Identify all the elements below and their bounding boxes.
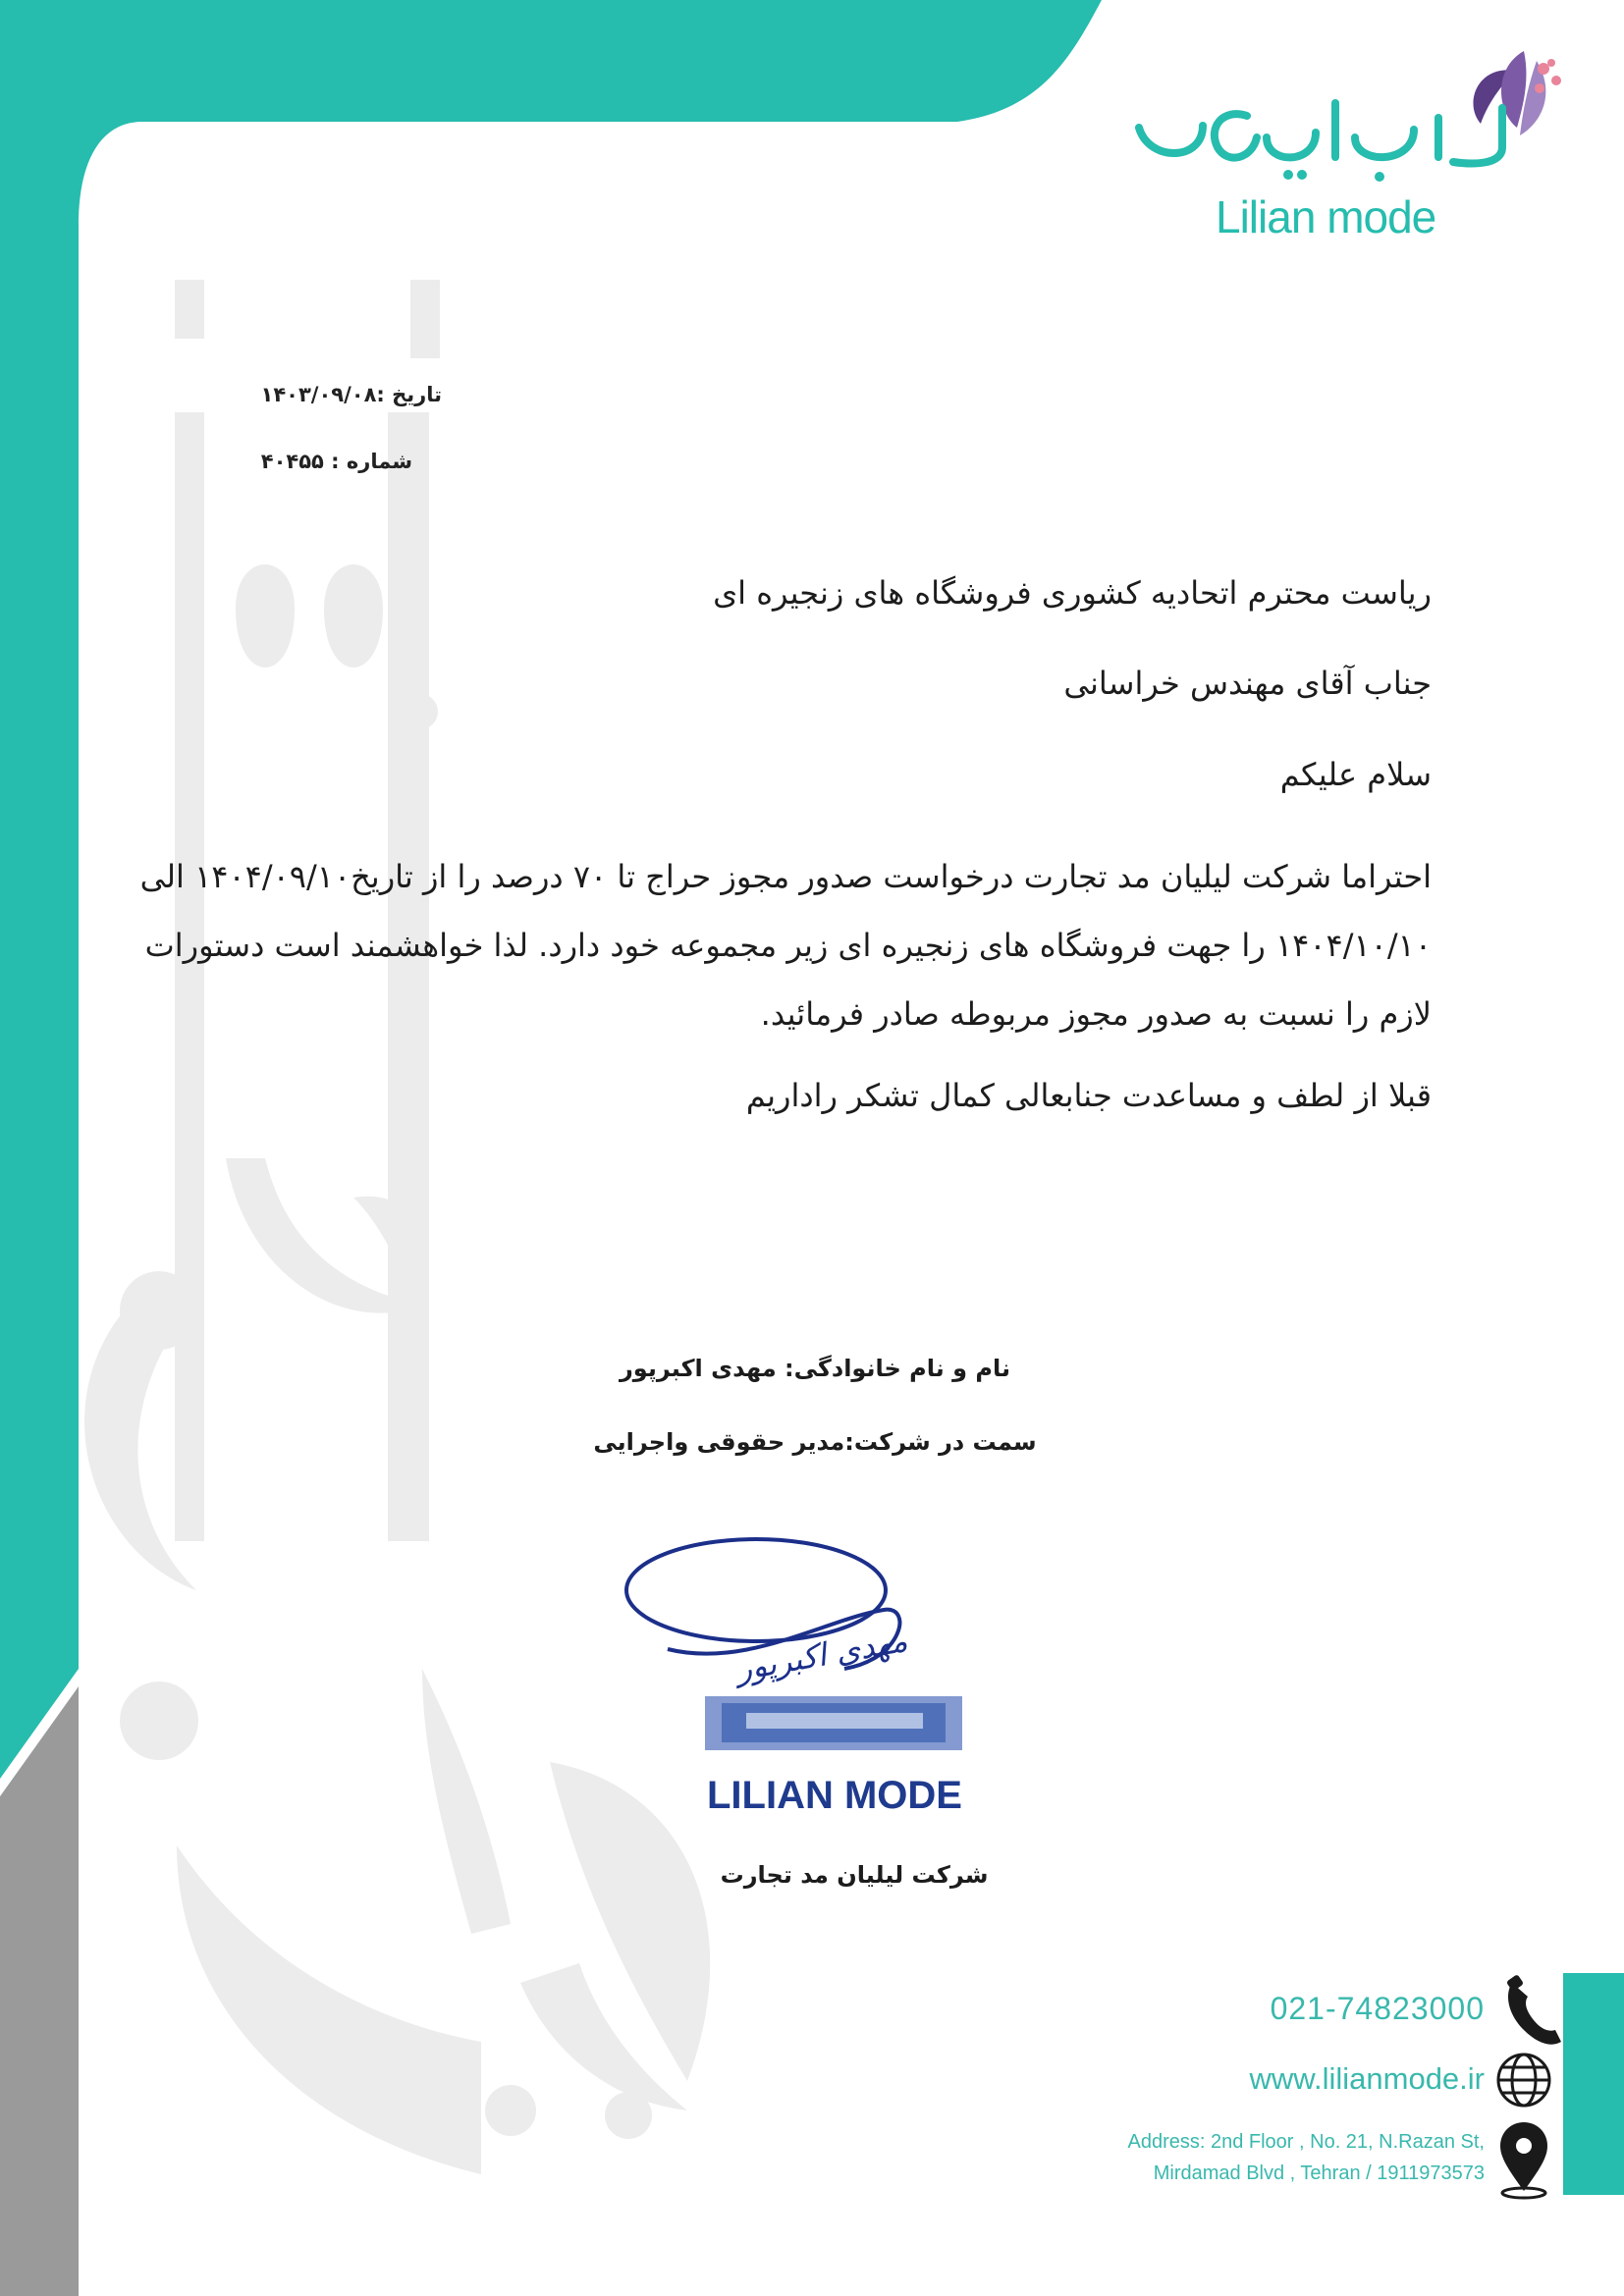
stamp-text: LILIAN MODE: [707, 1774, 962, 1817]
letter-paragraph: احتراما شرکت لیلیان مد تجارت درخواست صدور مجوز حراج تا ۷۰ درصد را از تاریخ۱۴۰۴/۰۹/۱۰ الی ۱۴۰۴/۱۰/۱۰ را جهت فروشگاه های زنجیره ای زیر مجموعه خود دارد. لذا خواهشمند است دستورات لازم را نسبت به صدور مجوز مربوطه صادر فرمائید.: [139, 858, 1432, 1033]
logo-dot: [1551, 76, 1561, 85]
globe-icon: [1498, 2055, 1549, 2106]
logo-stroke: [1355, 130, 1414, 157]
location-pin-icon: [1500, 2122, 1547, 2198]
logo-dot: [1547, 59, 1555, 67]
greeting: سلام علیکم: [1279, 756, 1432, 793]
logo-stroke: [1215, 114, 1257, 157]
watermark-logo: [84, 280, 710, 2174]
phone-number: 021-74823000: [1270, 1991, 1485, 2026]
thanks-line: قبلا از لطف و مساعدت جنابعالی کمال تشکر راداریم: [745, 1077, 1432, 1114]
website-link[interactable]: www.lilianmode.ir: [1249, 2061, 1485, 2096]
lilian-mode-logo: [1139, 51, 1561, 182]
logo-stroke: [1267, 133, 1316, 157]
recipient-name: جناب آقای مهندس خراسانی: [1063, 665, 1432, 702]
phone-icon: [1506, 1974, 1561, 2045]
letter-date: تاریخ :۱۴۰۳/۰۹/۰۸: [260, 383, 442, 406]
stamp-highlight: [746, 1713, 923, 1729]
letter-number: شماره : ۴۰۴۵۵: [260, 450, 412, 473]
logo-stroke: [1139, 126, 1203, 153]
company-name: شرکت لیلیان مد تجارت: [720, 1861, 989, 1889]
signature-loop: [626, 1539, 886, 1641]
teal-side-bar: [1563, 1973, 1624, 2195]
signature-stamp: [626, 1539, 962, 1817]
handwritten-name: مهدی اکبرپور: [732, 1621, 910, 1688]
address-line-1: Address: 2nd Floor , No. 21, N.Razan St,: [1127, 2131, 1485, 2153]
brand-name-en: Lilian mode: [1216, 191, 1436, 242]
logo-dot: [1538, 63, 1549, 75]
signer-name: نام و نام خانوادگی: مهدی اکبرپور: [619, 1355, 1010, 1382]
signer-position: سمت در شرکت:مدیر حقوقی واجرایی: [593, 1428, 1037, 1456]
address-line-2: Mirdamad Blvd , Tehran / 1911973573: [1153, 2163, 1485, 2184]
logo-dot: [1535, 83, 1544, 93]
recipient-title: ریاست محترم اتحادیه کشوری فروشگاه های زنجیره ای: [713, 574, 1432, 612]
